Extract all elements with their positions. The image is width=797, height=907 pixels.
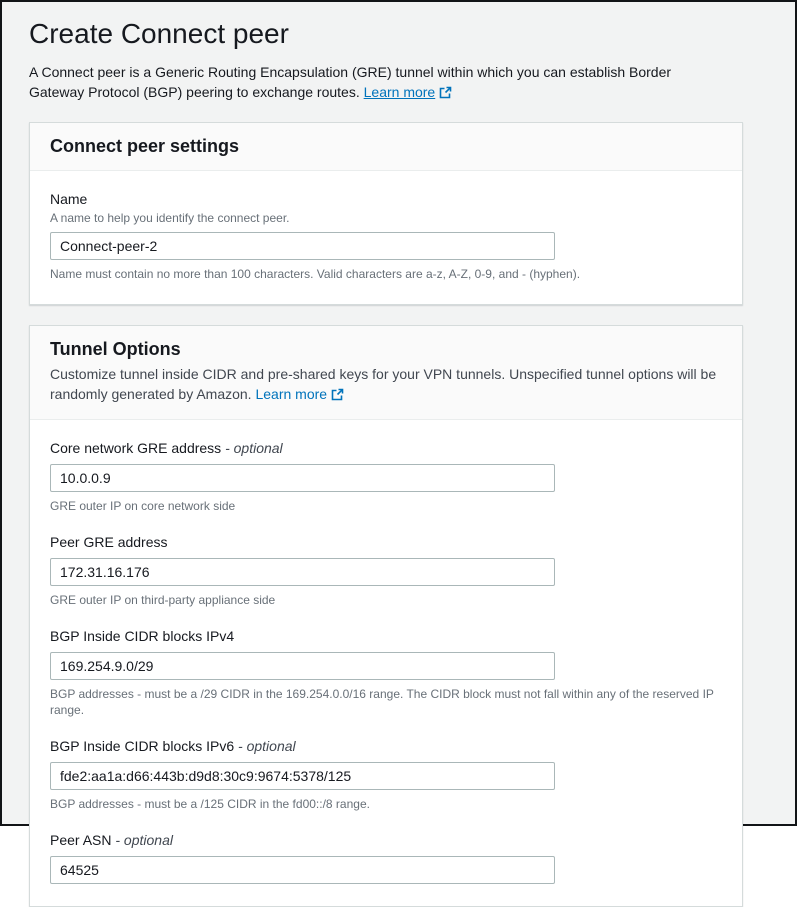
peer-gre-address-label-text: Peer GRE address [50, 534, 168, 550]
optional-indicator: - optional [238, 738, 296, 754]
learn-more-link[interactable] [364, 84, 453, 100]
peer-asn-label [50, 830, 722, 850]
peer-gre-address-field-group [50, 532, 722, 608]
optional-indicator: - optional [225, 440, 283, 456]
tunnel-options-title: Tunnel Options [50, 339, 181, 359]
core-network-gre-address-label [50, 438, 722, 458]
learn-more-label: Learn more [363, 84, 436, 100]
tunnel-options-card [29, 325, 743, 907]
bgp-inside-cidr-ipv6-label-text: BGP Inside CIDR blocks IPv6 [50, 738, 235, 754]
bgp-inside-cidr-ipv4-label-text: BGP Inside CIDR blocks IPv4 [50, 628, 235, 644]
name-constraint: Name must contain no more than 100 characters. Valid characters are a-z, A-Z, 0-9, and - (hyphen). [50, 267, 581, 281]
name-label: Name [50, 191, 88, 207]
external-link-icon [439, 84, 452, 104]
tunnel-options-header [30, 326, 742, 420]
peer-gre-address-input[interactable] [50, 558, 555, 586]
peer-asn-label-text: Peer ASN [50, 832, 112, 848]
tunnel-options-description-text: Customize tunnel inside CIDR and pre-shared keys for your VPN tunnels. Unspecified tunnel options will be randomly generated by Amazon. [50, 366, 717, 402]
external-link-icon [331, 386, 344, 406]
core-network-gre-address-helper: GRE outer IP on core network side [50, 499, 236, 513]
connect-peer-settings-header [30, 123, 742, 171]
bgp-inside-cidr-ipv4-field-group [50, 626, 722, 718]
name-description: A name to help you identify the connect peer. [50, 211, 290, 225]
core-network-gre-address-field-group [50, 438, 722, 514]
peer-asn-field-group [50, 830, 722, 884]
connect-peer-settings-title: Connect peer settings [50, 136, 240, 156]
bgp-inside-cidr-ipv6-input[interactable] [50, 762, 555, 790]
page-title: Create Connect peer [29, 18, 289, 49]
page-description-text: A Connect peer is a Generic Routing Encapsulation (GRE) tunnel within which you can establish Border Gateway Protocol (BGP) peering to exchange routes. [29, 64, 672, 100]
page-description [29, 62, 719, 104]
core-network-gre-address-label-text: Core network GRE address [50, 440, 222, 456]
bgp-inside-cidr-ipv4-label [50, 626, 722, 646]
bgp-inside-cidr-ipv4-helper: BGP addresses - must be a /29 CIDR in the 169.254.0.0/16 range. The CIDR block must not fall within any of the reserved IP range. [50, 687, 714, 717]
tunnel-learn-more-link[interactable] [255, 386, 344, 402]
tunnel-options-description [50, 364, 722, 406]
core-network-gre-address-input[interactable] [50, 464, 555, 492]
bgp-inside-cidr-ipv6-helper: BGP addresses - must be a /125 CIDR in the fd00::/8 range. [50, 797, 370, 811]
tunnel-learn-more-label: Learn more [255, 386, 328, 402]
name-field-group [50, 189, 722, 282]
connect-peer-settings-body [30, 171, 742, 304]
bgp-inside-cidr-ipv6-label [50, 736, 722, 756]
peer-asn-input[interactable] [50, 856, 555, 884]
name-input[interactable] [50, 232, 555, 260]
connect-peer-settings-card [29, 122, 743, 305]
peer-gre-address-helper: GRE outer IP on third-party appliance side [50, 593, 276, 607]
tunnel-options-body [30, 420, 742, 906]
bgp-inside-cidr-ipv4-input[interactable] [50, 652, 555, 680]
page-content [2, 2, 795, 907]
bgp-inside-cidr-ipv6-field-group [50, 736, 722, 812]
peer-gre-address-label [50, 532, 722, 552]
optional-indicator: - optional [115, 832, 173, 848]
